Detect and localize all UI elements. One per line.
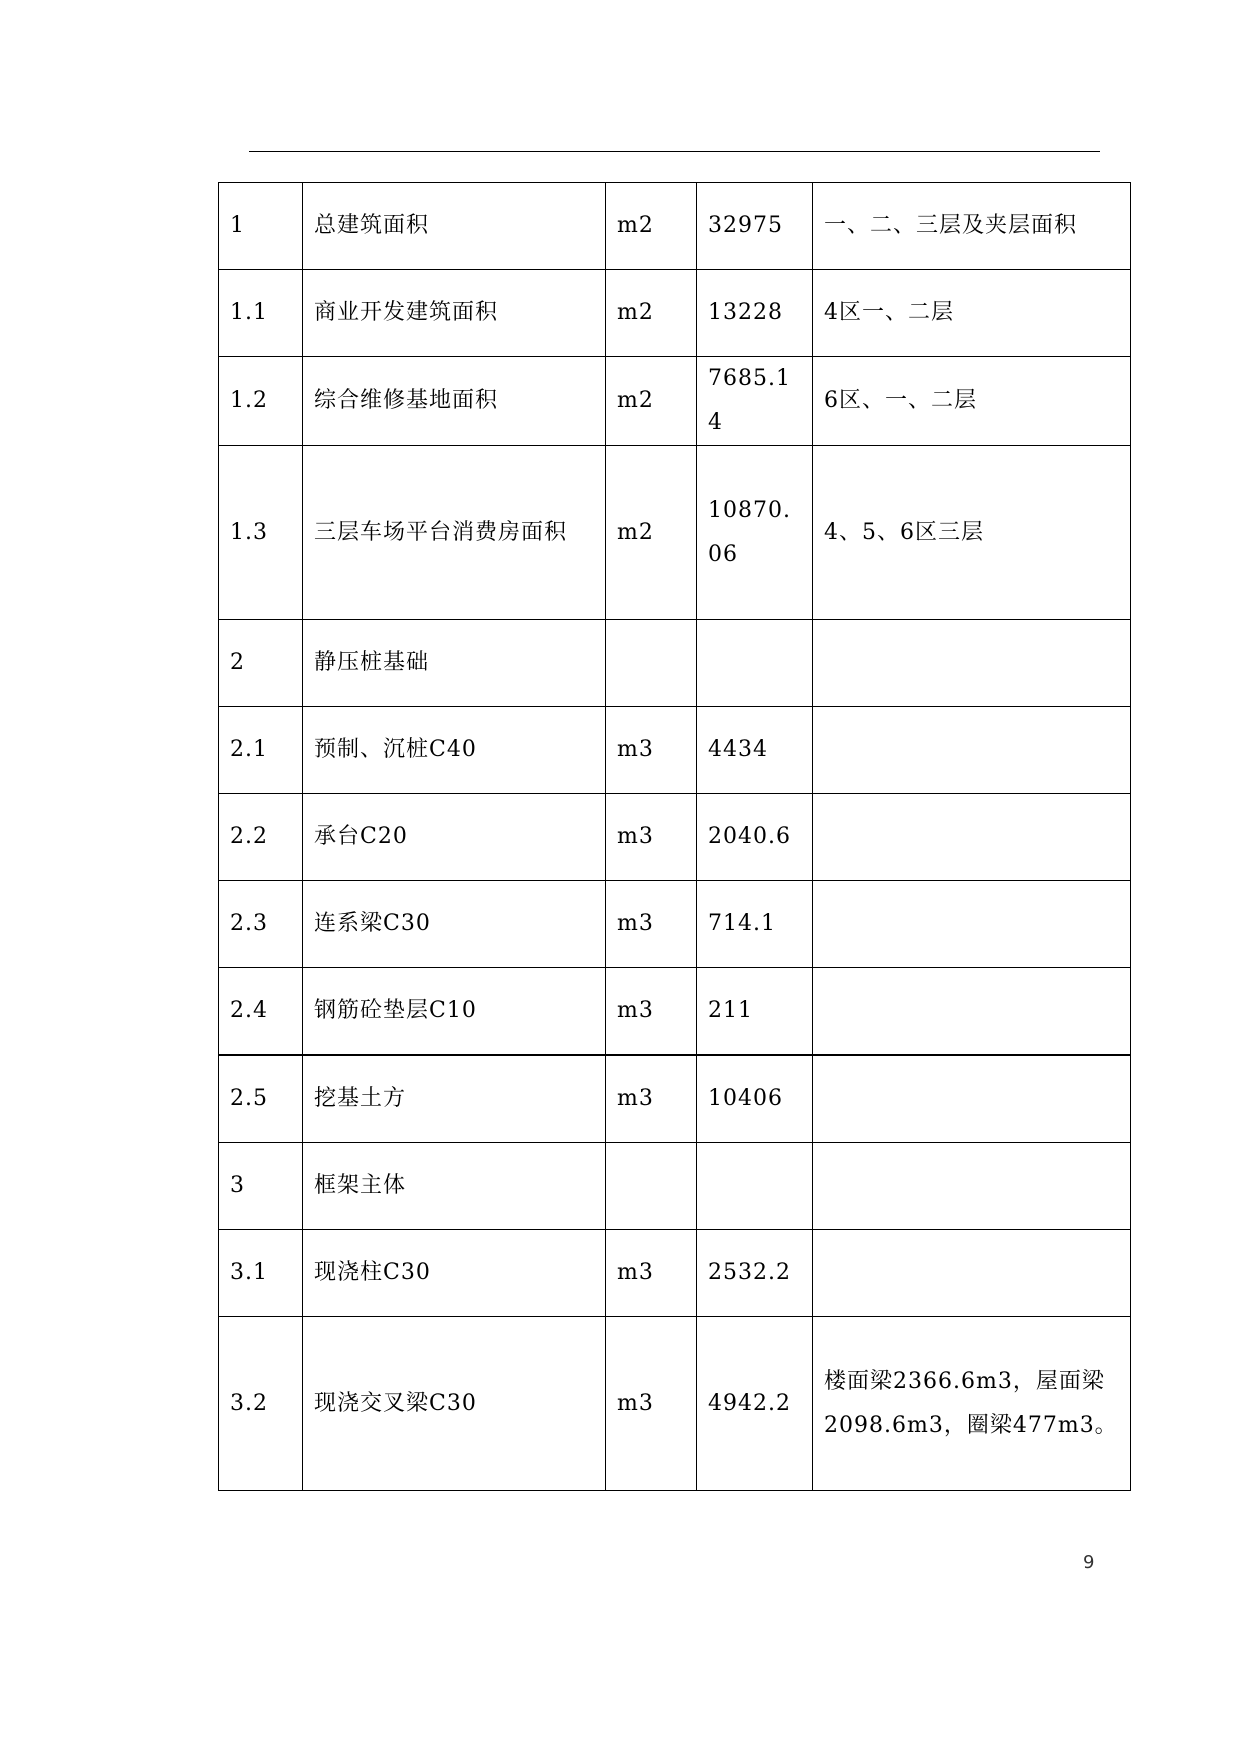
cell-item-no: 1.3 — [219, 446, 303, 620]
cell-item-no: 3 — [219, 1143, 303, 1230]
cell-unit: m2 — [606, 446, 697, 620]
table-row — [219, 1143, 1131, 1230]
cell-item-no: 3.1 — [219, 1230, 303, 1317]
cell-note — [813, 1143, 1131, 1230]
cell-quantity — [697, 620, 813, 707]
table-row — [219, 270, 1131, 357]
cell-item-name: 静压桩基础 — [303, 620, 606, 707]
cell-unit: m3 — [606, 794, 697, 881]
cell-note — [813, 707, 1131, 794]
cell-quantity: 13228 — [697, 270, 813, 357]
cell-unit — [606, 1143, 697, 1230]
cell-item-no: 2 — [219, 620, 303, 707]
cell-item-no: 1.1 — [219, 270, 303, 357]
cell-quantity: 4434 — [697, 707, 813, 794]
cell-note: 一、二、三层及夹层面积 — [813, 183, 1131, 270]
cell-item-no: 2.4 — [219, 968, 303, 1056]
table-row — [219, 1317, 1131, 1491]
cell-note — [813, 794, 1131, 881]
cell-unit: m3 — [606, 1055, 697, 1143]
cell-item-name: 总建筑面积 — [303, 183, 606, 270]
cell-note — [813, 1230, 1131, 1317]
cell-note: 4区一、二层 — [813, 270, 1131, 357]
cell-item-no: 3.2 — [219, 1317, 303, 1491]
cell-quantity: 2040.6 — [697, 794, 813, 881]
cell-unit: m2 — [606, 270, 697, 357]
cell-unit: m3 — [606, 1230, 697, 1317]
table-row — [219, 446, 1131, 620]
cell-item-name: 预制、沉桩C40 — [303, 707, 606, 794]
table-row — [219, 881, 1131, 968]
cell-unit — [606, 620, 697, 707]
table-row — [219, 1055, 1131, 1143]
header-rule — [249, 151, 1100, 152]
cell-unit: m3 — [606, 881, 697, 968]
page-number: 9 — [1083, 1552, 1095, 1573]
cell-quantity: 2532.2 — [697, 1230, 813, 1317]
cell-unit: m2 — [606, 183, 697, 270]
table-row — [219, 794, 1131, 881]
cell-unit: m3 — [606, 1317, 697, 1491]
quantity-table — [218, 182, 1131, 1491]
cell-quantity — [697, 1143, 813, 1230]
cell-note: 4、5、6区三层 — [813, 446, 1131, 620]
cell-item-name: 综合维修基地面积 — [303, 357, 606, 446]
table-row — [219, 707, 1131, 794]
cell-unit: m2 — [606, 357, 697, 446]
cell-unit: m3 — [606, 968, 697, 1056]
cell-note — [813, 620, 1131, 707]
cell-note: 6区、一、二层 — [813, 357, 1131, 446]
cell-item-no: 2.2 — [219, 794, 303, 881]
cell-unit: m3 — [606, 707, 697, 794]
table-row — [219, 1230, 1131, 1317]
cell-item-name: 钢筋砼垫层C10 — [303, 968, 606, 1056]
table-row — [219, 968, 1131, 1056]
table-row — [219, 183, 1131, 270]
cell-note: 楼面梁2366.6m3，屋面梁2098.6m3，圈梁477m3。 — [813, 1317, 1131, 1491]
cell-item-name: 三层车场平台消费房面积 — [303, 446, 606, 620]
cell-item-no: 1.2 — [219, 357, 303, 446]
cell-item-no: 2.3 — [219, 881, 303, 968]
cell-quantity: 7685.14 — [697, 357, 813, 446]
table-row — [219, 620, 1131, 707]
cell-quantity: 211 — [697, 968, 813, 1056]
cell-quantity: 10870.06 — [697, 446, 813, 620]
cell-item-name: 商业开发建筑面积 — [303, 270, 606, 357]
cell-item-name: 现浇柱C30 — [303, 1230, 606, 1317]
cell-note — [813, 1055, 1131, 1143]
cell-quantity: 714.1 — [697, 881, 813, 968]
cell-note — [813, 881, 1131, 968]
cell-item-name: 承台C20 — [303, 794, 606, 881]
cell-quantity: 32975 — [697, 183, 813, 270]
cell-note — [813, 968, 1131, 1056]
cell-item-no: 2.1 — [219, 707, 303, 794]
table-row — [219, 357, 1131, 446]
cell-quantity: 10406 — [697, 1055, 813, 1143]
cell-item-name: 连系梁C30 — [303, 881, 606, 968]
cell-item-name: 现浇交叉梁C30 — [303, 1317, 606, 1491]
cell-item-no: 2.5 — [219, 1055, 303, 1143]
cell-item-name: 挖基土方 — [303, 1055, 606, 1143]
cell-quantity: 4942.2 — [697, 1317, 813, 1491]
cell-item-name: 框架主体 — [303, 1143, 606, 1230]
cell-item-no: 1 — [219, 183, 303, 270]
